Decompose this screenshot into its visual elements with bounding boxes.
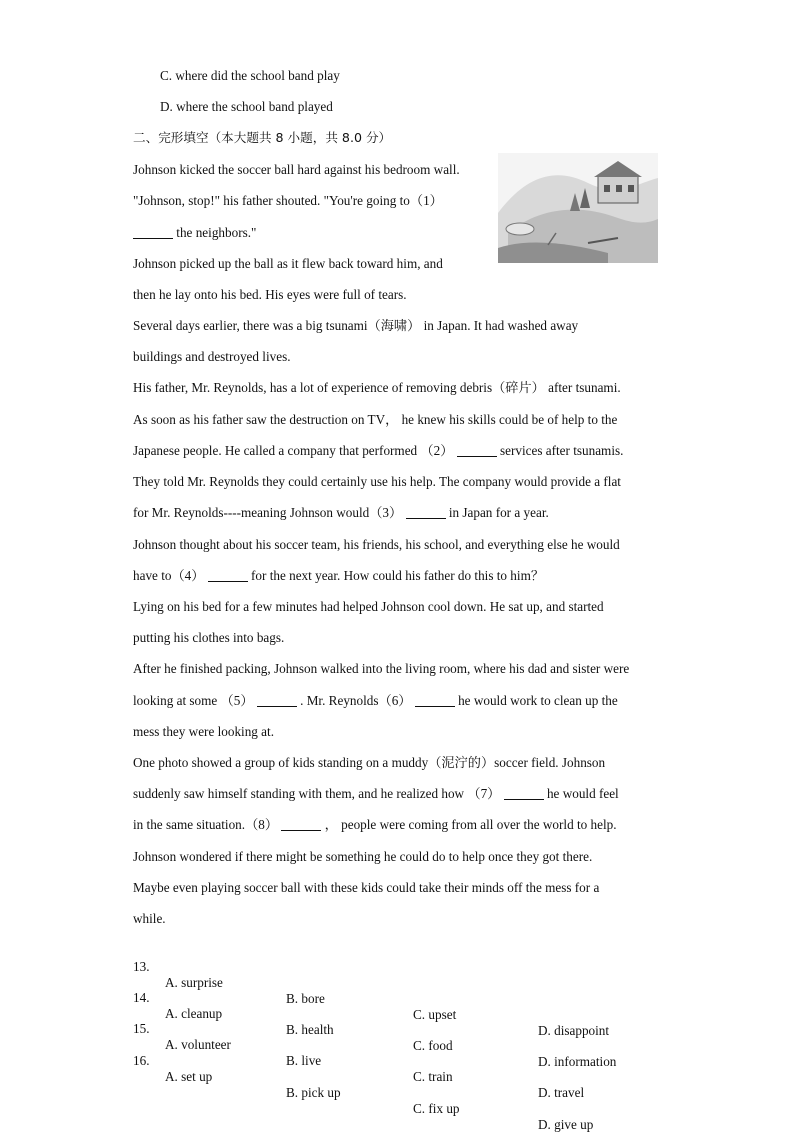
choice-a[interactable]: A. volunteer	[165, 1037, 231, 1052]
choice-b[interactable]: B. bore	[286, 991, 325, 1006]
choice-a[interactable]: A. set up	[165, 1069, 213, 1084]
blank-2[interactable]	[457, 444, 497, 457]
option-c: C. where did the school band play	[160, 68, 340, 83]
choice-c[interactable]: C. train	[413, 1069, 453, 1084]
passage-line: putting his clothes into bags.	[133, 630, 285, 645]
passage-line: Johnson wondered if there might be something he could do to help once they got there.	[133, 849, 593, 864]
section-title: 二、完形填空（本大题共 8 小题，共 8.0 分）	[133, 130, 392, 145]
passage-line: His father, Mr. Reynolds, has a lot of experience of removing debris（碎片） after tsunami.	[133, 380, 621, 395]
blank-4[interactable]	[208, 569, 248, 582]
passage-line: "Johnson, stop!" his father shouted. "You're going to（1）	[133, 193, 443, 208]
passage-line: Johnson thought about his soccer team, his friends, his school, and everything else he would	[133, 537, 620, 552]
passage-line: mess they were looking at.	[133, 724, 274, 739]
passage-line: in the same situation.（8） ， people were coming from all over the world to help.	[133, 817, 617, 832]
passage-line: Japanese people. He called a company that performed （2） services after tsunamis.	[133, 443, 624, 458]
choice-d[interactable]: D. disappoint	[538, 1023, 610, 1038]
passage-line: Johnson picked up the ball as it flew back toward him, and	[133, 256, 443, 271]
passage-line: then he lay onto his bed. His eyes were full of tears.	[133, 287, 407, 302]
passage-line: Johnson kicked the soccer ball hard against his bedroom wall.	[133, 162, 460, 177]
question-number: 13.	[133, 959, 150, 974]
passage-line: for Mr. Reynolds----meaning Johnson would（3） in Japan for a year.	[133, 505, 549, 520]
passage-line: As soon as his father saw the destruction on TV， he knew his skills could be of help to the	[133, 412, 618, 427]
choice-d[interactable]: D. travel	[538, 1085, 585, 1100]
choice-d[interactable]: D. information	[538, 1054, 617, 1069]
choice-a[interactable]: A. surprise	[165, 975, 223, 990]
question-number: 14.	[133, 990, 150, 1005]
question-number: 15.	[133, 1021, 150, 1036]
passage-line: suddenly saw himself standing with them, and he realized how （7） he would feel	[133, 786, 619, 801]
passage-line: looking at some （5） . Mr. Reynolds（6） he would work to clean up the	[133, 693, 618, 708]
blank-7[interactable]	[504, 787, 544, 800]
choice-b[interactable]: B. pick up	[286, 1085, 341, 1100]
choice-c[interactable]: C. upset	[413, 1007, 457, 1022]
blank-5[interactable]	[257, 694, 297, 707]
passage-line: Several days earlier, there was a big tsunami（海啸） in Japan. It had washed away	[133, 318, 579, 333]
blank-8[interactable]	[281, 818, 321, 831]
choice-a[interactable]: A. cleanup	[165, 1006, 223, 1021]
tsunami-illustration	[498, 153, 658, 263]
choice-c[interactable]: C. fix up	[413, 1101, 460, 1116]
choice-b[interactable]: B. health	[286, 1022, 334, 1037]
choice-c[interactable]: C. food	[413, 1038, 453, 1053]
blank-3[interactable]	[406, 506, 446, 519]
choice-d[interactable]: D. give up	[538, 1117, 594, 1132]
passage-line: Lying on his bed for a few minutes had helped Johnson cool down. He sat up, and started	[133, 599, 604, 614]
passage-line: while.	[133, 911, 166, 926]
option-d: D. where the school band played	[160, 99, 333, 114]
passage-line: have to（4） for the next year. How could his father do this to him？	[133, 568, 545, 583]
choice-b[interactable]: B. live	[286, 1053, 322, 1068]
passage-line: One photo showed a group of kids standing on a muddy（泥泞的）soccer field. Johnson	[133, 755, 606, 770]
blank-6[interactable]	[415, 694, 455, 707]
blank-1[interactable]	[133, 226, 173, 239]
passage-line: buildings and destroyed lives.	[133, 349, 291, 364]
passage-line: They told Mr. Reynolds they could certainly use his help. The company would provide a flat	[133, 474, 621, 489]
question-number: 16.	[133, 1053, 150, 1068]
passage-line: Maybe even playing soccer ball with these kids could take their minds off the mess for a	[133, 880, 600, 895]
passage-line: After he finished packing, Johnson walked into the living room, where his dad and sister were	[133, 661, 630, 676]
passage-line: the neighbors."	[133, 225, 256, 241]
